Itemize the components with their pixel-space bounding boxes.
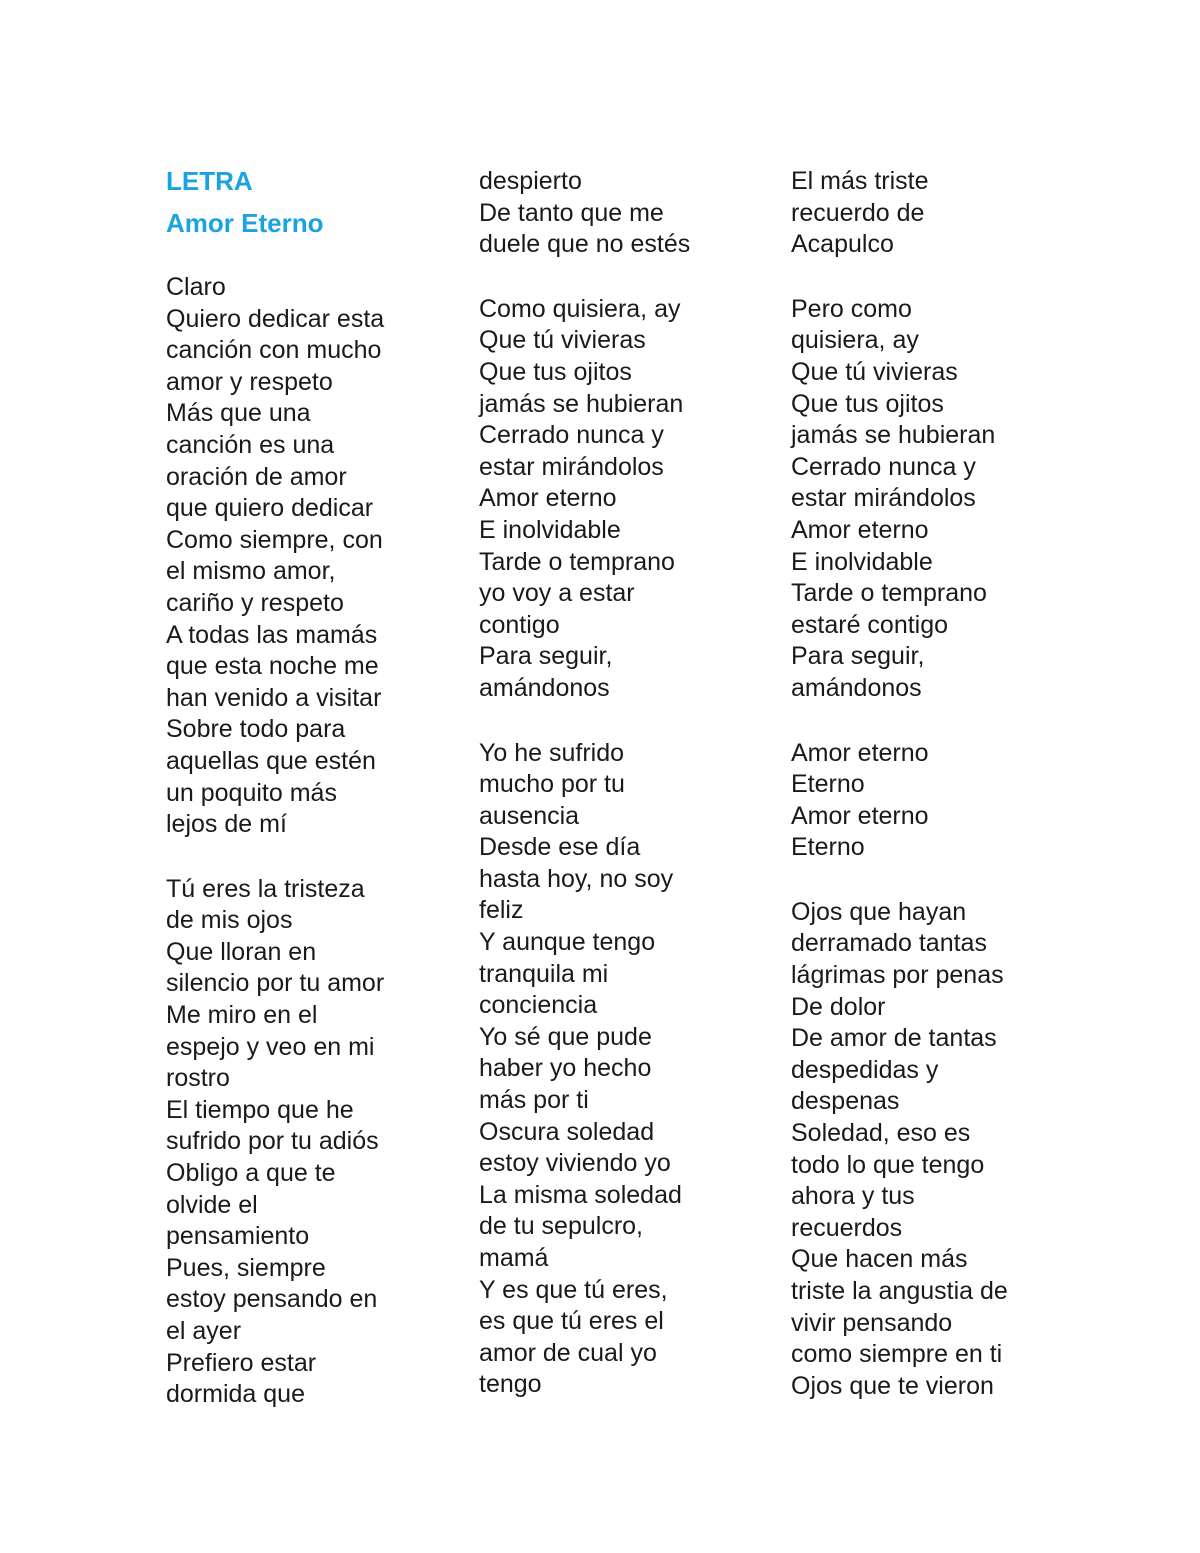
lyric-line: lágrimas por penas (791, 961, 1004, 990)
lyric-stanza (791, 897, 1008, 1403)
lyric-line: Eterno (791, 833, 865, 862)
lyric-line: ahora y tus (791, 1182, 915, 1211)
lyric-line: Amor eterno (791, 801, 929, 830)
lyric-stanza (479, 294, 690, 705)
lyric-line: espejo y veo en mi (166, 1032, 375, 1061)
lyric-line: todo lo que tengo (791, 1150, 985, 1179)
lyric-line: mucho por tu (479, 770, 625, 799)
lyric-stanza (479, 738, 690, 1401)
lyric-line: tengo (479, 1370, 542, 1399)
lyric-stanza (166, 272, 384, 841)
lyric-line: despedidas y (791, 1055, 939, 1084)
lyric-line: el ayer (166, 1317, 242, 1345)
lyric-line: es que tú eres el (479, 1307, 664, 1336)
lyric-line: Oscura soledad (479, 1117, 655, 1146)
lyric-line: haber yo hecho (479, 1054, 652, 1083)
stanza-container (479, 166, 690, 1401)
lyric-line: dormida que (166, 1380, 305, 1409)
stanza-gap (791, 261, 1008, 294)
lyric-line: Cerrado nunca y (479, 421, 664, 450)
lyric-line: Ojos que te vieron (791, 1371, 994, 1400)
lyric-line: de tu sepulcro, (479, 1212, 643, 1241)
lyric-line: Que tú vivieras (479, 326, 646, 355)
lyric-line: E inolvidable (791, 547, 933, 576)
lyric-line: Tarde o temprano (791, 579, 987, 608)
lyric-line: vivir pensando (791, 1308, 953, 1337)
lyric-line: despenas (791, 1087, 900, 1116)
lyrics-column-3 (791, 166, 1008, 1402)
lyric-line: amor de cual yo (479, 1338, 657, 1367)
lyric-line: un poquito más (166, 778, 337, 807)
lyric-line: Que tú vivieras (791, 357, 958, 386)
lyric-line: Y es que tú eres, (479, 1275, 668, 1304)
lyric-line: Desde ese día (479, 833, 641, 862)
lyric-line: estar mirándolos (479, 452, 664, 481)
lyric-line: Para seguir, (479, 642, 613, 671)
lyric-line: ausencia (479, 801, 580, 830)
lyric-line: derramado tantas (791, 929, 987, 958)
lyric-line: recuerdo de (791, 198, 925, 227)
lyric-line: Prefiero estar (166, 1348, 317, 1377)
lyric-line: Ojos que hayan (791, 897, 967, 926)
lyric-line: lejos de mí (166, 810, 287, 839)
lyric-line: Cerrado nunca y (791, 452, 976, 481)
lyric-line: jamás se hubieran (791, 421, 996, 450)
lyrics-column-2 (479, 166, 690, 1401)
lyric-line: estaré contigo (791, 610, 949, 639)
lyric-line: Amor eterno (791, 515, 929, 544)
lyric-line: silencio por tu amor (166, 969, 385, 998)
lyric-line: Quiero dedicar esta (166, 304, 385, 333)
lyric-line: A todas las mamás (166, 620, 378, 649)
lyric-line: amándonos (479, 673, 610, 702)
lyric-line: despierto (479, 167, 582, 195)
lyric-line: rostro (166, 1064, 230, 1093)
lyric-line: más por ti (479, 1086, 589, 1115)
lyric-line: estoy viviendo yo (479, 1149, 671, 1178)
song-title: Amor Eterno (166, 208, 324, 238)
lyric-line: contigo (479, 610, 560, 639)
lyric-line: jamás se hubieran (479, 389, 684, 418)
lyric-line: Que tus ojitos (479, 357, 632, 386)
lyric-line: han venido a visitar (166, 683, 382, 712)
lyric-line: mamá (479, 1244, 549, 1272)
lyric-line: canción con mucho (166, 336, 382, 365)
lyric-line: olvide el (166, 1190, 258, 1219)
lyric-line: El más triste (791, 167, 929, 195)
lyric-line: Que tus ojitos (791, 389, 944, 418)
lyric-stanza (791, 294, 1008, 705)
lyric-line: canción es una (166, 430, 335, 459)
lyric-line: conciencia (479, 991, 598, 1020)
lyric-line: Tarde o temprano (479, 547, 675, 576)
lyric-line: pensamiento (166, 1222, 310, 1251)
heading-spacer (166, 239, 384, 272)
lyric-line: De tanto que me (479, 198, 664, 227)
lyric-line: estar mirándolos (791, 484, 976, 513)
stanza-gap (479, 261, 690, 294)
stanza-gap (791, 864, 1008, 897)
lyric-line: que quiero dedicar (166, 494, 374, 523)
lyric-line: triste la angustia de (791, 1277, 1008, 1305)
lyric-stanza (166, 874, 384, 1411)
lyric-line: tranquila mi (479, 959, 609, 988)
lyric-line: Más que una (166, 399, 311, 428)
section-label: LETRA (166, 166, 253, 196)
lyric-line: Como quisiera, ay (479, 294, 681, 323)
lyric-line: Claro (166, 273, 226, 301)
lyric-stanza (479, 166, 690, 261)
lyric-line: Que lloran en (166, 937, 317, 966)
lyric-line: yo voy a estar (479, 579, 635, 608)
lyric-line: Pues, siempre (166, 1253, 326, 1282)
lyric-line: De amor de tantas (791, 1024, 997, 1053)
lyric-line: Sobre todo para (166, 715, 346, 744)
lyric-line: hasta hoy, no soy (479, 864, 674, 893)
lyric-line: quisiera, ay (791, 326, 919, 355)
lyric-line: oración de amor (166, 462, 347, 491)
stanza-gap (166, 841, 384, 874)
lyric-line: feliz (479, 896, 524, 925)
lyric-line: Como siempre, con (166, 525, 383, 554)
lyric-line: duele que no estés (479, 230, 691, 259)
lyric-line: el mismo amor, (166, 557, 336, 586)
lyric-line: Acapulco (791, 230, 894, 259)
lyric-line: Soledad, eso es (791, 1119, 971, 1148)
lyric-stanza (791, 738, 1008, 864)
lyric-line: sufrido por tu adiós (166, 1127, 379, 1156)
stanza-container (166, 272, 384, 1411)
lyric-line: De dolor (791, 992, 886, 1021)
lyric-line: Pero como (791, 294, 912, 323)
lyric-line: aquellas que estén (166, 746, 376, 775)
lyric-line: Para seguir, (791, 642, 925, 671)
lyric-line: Eterno (791, 770, 865, 799)
lyric-line: amándonos (791, 673, 922, 702)
stanza-gap (791, 705, 1008, 738)
lyric-line: de mis ojos (166, 906, 293, 935)
lyric-line: Yo sé que pude (479, 1022, 652, 1051)
lyric-stanza (791, 166, 1008, 261)
lyric-line: Me miro en el (166, 1001, 318, 1030)
lyric-line: Tú eres la tristeza (166, 874, 365, 903)
lyric-line: Y aunque tengo (479, 928, 656, 957)
stanza-container (791, 166, 1008, 1402)
lyric-line: recuerdos (791, 1213, 903, 1242)
lyric-line: El tiempo que he (166, 1095, 354, 1124)
lyric-line: Que hacen más (791, 1245, 968, 1274)
stanza-gap (479, 705, 690, 738)
lyric-line: Yo he sufrido (479, 738, 625, 767)
lyrics-column-1 (166, 166, 384, 1411)
lyric-line: Amor eterno (479, 484, 617, 513)
lyric-line: Amor eterno (791, 738, 929, 767)
lyric-line: estoy pensando en (166, 1285, 378, 1314)
lyric-line: amor y respeto (166, 367, 333, 396)
lyric-line: E inolvidable (479, 515, 621, 544)
lyric-line: que esta noche me (166, 652, 379, 681)
lyric-line: cariño y respeto (166, 588, 344, 617)
lyric-line: Obligo a que te (166, 1159, 336, 1188)
lyric-line: La misma soledad (479, 1180, 682, 1209)
lyric-line: como siempre en ti (791, 1340, 1003, 1369)
